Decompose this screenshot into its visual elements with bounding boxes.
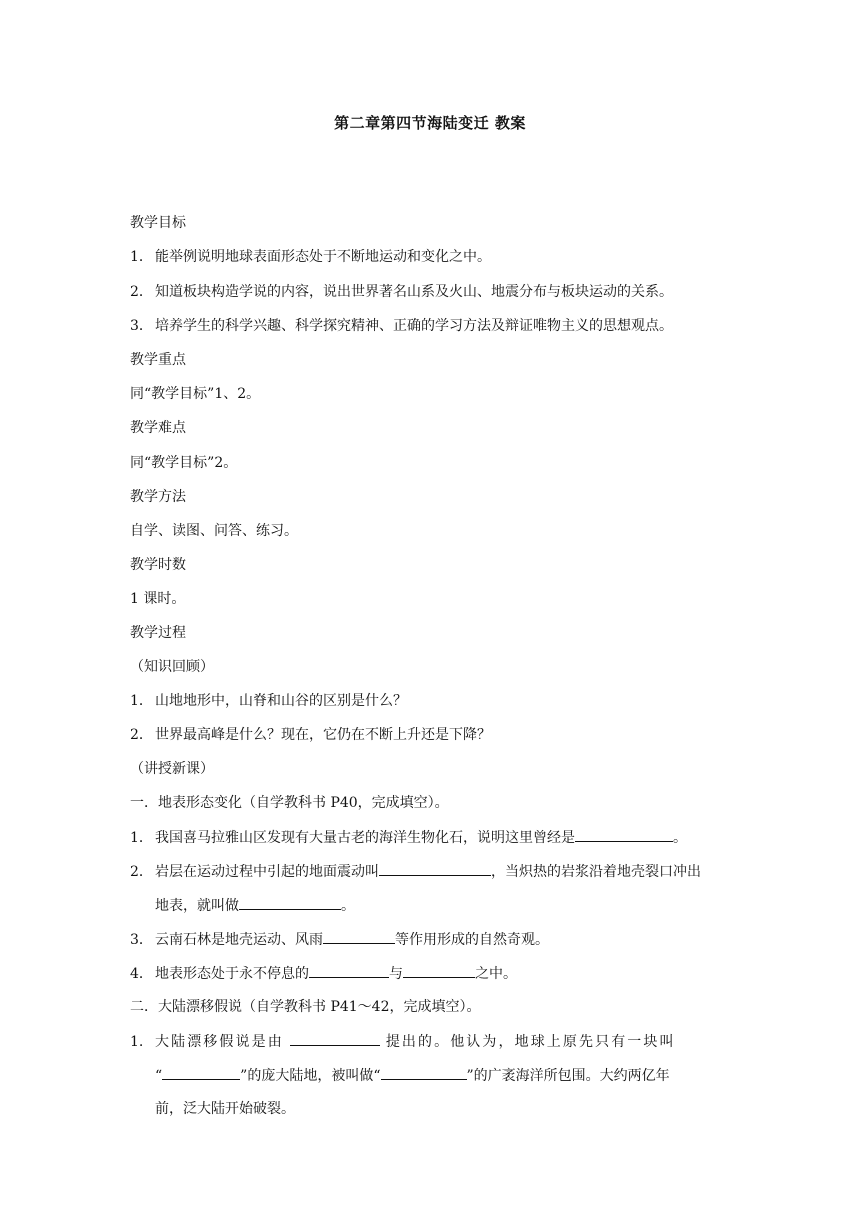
question-text: 与	[389, 966, 403, 982]
hours-text: 1 课时。	[130, 591, 186, 607]
hours-heading: 教学时数	[130, 557, 186, 573]
fill-blank[interactable]	[575, 827, 673, 842]
list-number: 3．	[130, 932, 153, 948]
difficulties-heading: 教学难点	[130, 420, 186, 436]
key-points-heading: 教学重点	[130, 352, 186, 368]
question-text: 地表形态处于永不停息的	[155, 966, 309, 982]
fill-blank[interactable]	[323, 929, 395, 944]
question-text: ，当炽热的岩浆沿着地壳裂口冲出	[491, 864, 701, 880]
question-text: 大陆漂移假说是由	[155, 1034, 284, 1050]
section1-question-3	[130, 929, 549, 950]
section2-question-1-end: 前，泛大陆开始破裂。	[155, 1101, 295, 1117]
section2-question-1-continued	[155, 1065, 670, 1086]
list-number: 1．	[130, 249, 153, 265]
fill-blank[interactable]	[379, 861, 491, 876]
list-text: 培养学生的科学兴趣、科学探究精神、正确的学习方法及辩证唯物主义的思想观点。	[155, 318, 673, 334]
list-number: 1．	[130, 693, 153, 709]
question-text: 。	[341, 898, 355, 914]
question-text: 地表，就叫做	[155, 898, 239, 914]
question-text: 等作用形成的自然奇观。	[395, 932, 549, 948]
list-number: 1．	[130, 830, 153, 846]
section1-question-2	[130, 861, 701, 882]
question-text: 之中。	[475, 966, 517, 982]
list-number: 2．	[130, 284, 153, 300]
list-number: 2．	[130, 727, 153, 743]
objectives-heading: 教学目标	[130, 215, 186, 231]
section2-heading: 二．大陆漂移假说（自学教科书 P41～42，完成填空）。	[130, 999, 481, 1015]
objective-item-1	[130, 247, 491, 267]
list-number: 1.	[130, 1034, 144, 1050]
review-item-1	[130, 691, 407, 711]
document-title: 第二章第四节海陆变迁 教案	[334, 114, 526, 132]
section1-question-2-continued	[155, 895, 355, 916]
fill-blank[interactable]	[290, 1031, 380, 1046]
list-text: 知道板块构造学说的内容，说出世界著名山系及火山、地震分布与板块运动的关系。	[155, 284, 673, 300]
question-text: 提出的。他认为，地球上原先只有一块叫	[385, 1034, 676, 1050]
review-item-2	[130, 725, 491, 745]
section1-question-1	[130, 827, 687, 848]
fill-blank[interactable]	[309, 963, 389, 978]
key-points-text: 同“教学目标”1、2。	[130, 386, 261, 402]
question-text: 岩层在运动过程中引起的地面震动叫	[155, 864, 379, 880]
question-text: 。	[673, 830, 687, 846]
question-text: ”的广袤海洋所包围。大约两亿年	[466, 1068, 670, 1084]
question-text: 我国喜马拉雅山区发现有大量古老的海洋生物化石，说明这里曾经是	[155, 830, 575, 846]
list-text: 世界最高峰是什么？现在，它仍在不断上升还是下降？	[155, 727, 491, 743]
new-lesson-heading: （讲授新课）	[130, 761, 214, 777]
process-heading: 教学过程	[130, 625, 186, 641]
list-number: 3．	[130, 318, 153, 334]
list-number: 2．	[130, 864, 153, 880]
objective-item-3	[130, 316, 673, 336]
question-text: ”的庞大陆地，被叫做“	[240, 1068, 381, 1084]
question-text: 云南石林是地壳运动、风雨	[155, 932, 323, 948]
difficulties-text: 同“教学目标”2。	[130, 455, 238, 471]
review-heading: （知识回顾）	[130, 659, 214, 675]
fill-blank[interactable]	[239, 895, 341, 910]
section1-question-4	[130, 963, 517, 984]
list-text: 能举例说明地球表面形态处于不断地运动和变化之中。	[155, 249, 491, 265]
question-text: “	[155, 1068, 163, 1084]
objective-item-2	[130, 282, 673, 302]
methods-heading: 教学方法	[130, 489, 186, 505]
fill-blank[interactable]	[403, 963, 475, 978]
section2-question-1	[130, 1031, 676, 1052]
list-text: 山地地形中，山脊和山谷的区别是什么？	[155, 693, 407, 709]
methods-text: 自学、读图、问答、练习。	[130, 523, 298, 539]
list-number: 4．	[130, 966, 153, 982]
section1-heading: 一．地表形态变化（自学教科书 P40，完成填空）。	[130, 795, 449, 811]
fill-blank[interactable]	[162, 1065, 240, 1080]
fill-blank[interactable]	[381, 1065, 467, 1080]
